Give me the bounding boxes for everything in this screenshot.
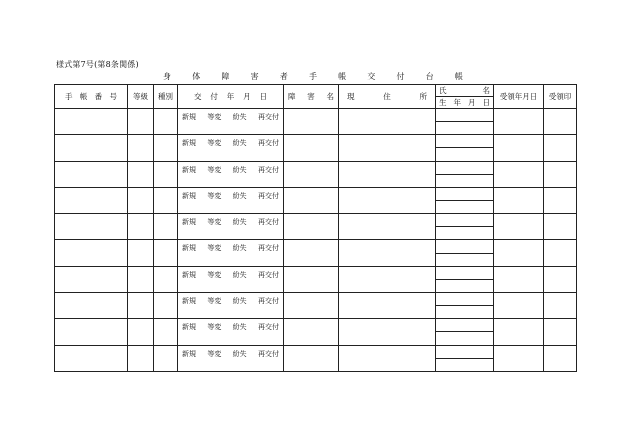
issue-reason-option: 再交付 bbox=[257, 165, 279, 174]
title-char: 害 bbox=[250, 72, 259, 81]
address-cell[interactable] bbox=[339, 109, 436, 135]
issue-reason-option: 等変 bbox=[207, 191, 222, 200]
issue-reason-option: 新規 bbox=[182, 244, 196, 253]
issue-reason-option: 再交付 bbox=[257, 218, 279, 227]
header-grade: 等級 bbox=[128, 85, 154, 109]
issue-reason-options bbox=[178, 346, 283, 359]
name-cell[interactable] bbox=[436, 109, 494, 122]
dob-cell[interactable] bbox=[436, 306, 494, 319]
receipt-seal-cell[interactable] bbox=[544, 161, 577, 187]
dob-cell[interactable] bbox=[436, 174, 494, 187]
grade-cell[interactable] bbox=[128, 266, 154, 292]
issue-reason-options bbox=[178, 267, 283, 280]
address-cell[interactable] bbox=[339, 345, 436, 371]
type-cell[interactable] bbox=[154, 319, 178, 345]
notebook-no-cell[interactable] bbox=[55, 109, 128, 135]
issue-reason-option: 等変 bbox=[207, 165, 222, 174]
title-char: 帳 bbox=[454, 72, 463, 81]
name-cell[interactable] bbox=[436, 135, 494, 148]
receipt-date-cell[interactable] bbox=[494, 292, 544, 318]
issue-reason-option: 再交付 bbox=[257, 244, 279, 253]
issue-reason-option: 紛失 bbox=[232, 323, 247, 332]
address-cell[interactable] bbox=[339, 187, 436, 213]
issue-reason-option: 新規 bbox=[182, 191, 196, 200]
issue-reason-option: 新規 bbox=[182, 218, 196, 227]
type-cell[interactable] bbox=[154, 135, 178, 161]
title-char: 者 bbox=[279, 72, 288, 81]
receipt-date-cell[interactable] bbox=[494, 187, 544, 213]
issue-reason-option: 新規 bbox=[182, 113, 196, 121]
title-char: 手 bbox=[308, 72, 317, 81]
table-row bbox=[55, 240, 577, 253]
form-label: 様式第7号(第8条関係) bbox=[56, 60, 139, 69]
issue-reason-cell[interactable] bbox=[178, 187, 284, 213]
receipt-date-cell[interactable] bbox=[494, 240, 544, 266]
grade-cell[interactable] bbox=[128, 319, 154, 345]
title-char: 体 bbox=[192, 72, 201, 81]
issue-reason-cell[interactable] bbox=[178, 214, 284, 240]
header-receipt-date: 受領年月日 bbox=[494, 85, 544, 109]
issue-reason-option: 紛失 bbox=[232, 218, 247, 227]
issue-reason-option: 再交付 bbox=[257, 349, 279, 358]
notebook-no-cell[interactable] bbox=[55, 319, 128, 345]
address-cell[interactable] bbox=[339, 214, 436, 240]
receipt-date-cell[interactable] bbox=[494, 135, 544, 161]
disability-cell[interactable] bbox=[284, 135, 339, 161]
header-dob: 生 年 月 日 bbox=[436, 97, 494, 109]
notebook-no-cell[interactable] bbox=[55, 214, 128, 240]
name-cell[interactable] bbox=[436, 240, 494, 253]
name-cell[interactable] bbox=[436, 345, 494, 358]
grade-cell[interactable] bbox=[128, 292, 154, 318]
notebook-no-cell[interactable] bbox=[55, 292, 128, 318]
issue-reason-options bbox=[178, 240, 283, 253]
issue-reason-option: 紛失 bbox=[232, 244, 247, 253]
name-cell[interactable] bbox=[436, 161, 494, 174]
disability-cell[interactable] bbox=[284, 266, 339, 292]
issue-reason-option: 新規 bbox=[182, 349, 196, 358]
issue-reason-cell[interactable] bbox=[178, 135, 284, 161]
disability-cell[interactable] bbox=[284, 292, 339, 318]
receipt-seal-cell[interactable] bbox=[544, 345, 577, 371]
issue-reason-option: 紛失 bbox=[232, 296, 247, 305]
issue-reason-option: 等変 bbox=[207, 139, 222, 148]
issue-reason-option: 再交付 bbox=[257, 323, 279, 332]
table-row bbox=[55, 319, 577, 332]
type-cell[interactable] bbox=[154, 109, 178, 135]
receipt-seal-cell[interactable] bbox=[544, 292, 577, 318]
title-char: 障 bbox=[221, 72, 230, 81]
disability-cell[interactable] bbox=[284, 240, 339, 266]
notebook-no-cell[interactable] bbox=[55, 345, 128, 371]
table-row bbox=[55, 109, 577, 122]
header-notebook-no: 手 帳 番 号 bbox=[55, 85, 128, 109]
issue-reason-option: 再交付 bbox=[257, 270, 279, 279]
type-cell[interactable] bbox=[154, 187, 178, 213]
issue-reason-option: 再交付 bbox=[257, 191, 279, 200]
notebook-no-cell[interactable] bbox=[55, 266, 128, 292]
name-cell[interactable] bbox=[436, 319, 494, 332]
address-cell[interactable] bbox=[339, 266, 436, 292]
table-row bbox=[55, 187, 577, 200]
type-cell[interactable] bbox=[154, 266, 178, 292]
notebook-no-cell[interactable] bbox=[55, 240, 128, 266]
type-cell[interactable] bbox=[154, 214, 178, 240]
disability-cell[interactable] bbox=[284, 345, 339, 371]
receipt-date-cell[interactable] bbox=[494, 214, 544, 240]
grade-cell[interactable] bbox=[128, 214, 154, 240]
name-cell[interactable] bbox=[436, 187, 494, 200]
issue-reason-option: 等変 bbox=[207, 113, 222, 121]
issue-reason-cell[interactable] bbox=[178, 319, 284, 345]
issue-reason-option: 紛失 bbox=[232, 165, 247, 174]
grade-cell[interactable] bbox=[128, 240, 154, 266]
dob-cell[interactable] bbox=[436, 332, 494, 345]
title-char: 付 bbox=[396, 72, 405, 81]
header-name: 氏 名 bbox=[436, 85, 494, 97]
issue-reason-option: 再交付 bbox=[257, 139, 279, 148]
table-row bbox=[55, 161, 577, 174]
issue-reason-options bbox=[178, 293, 283, 306]
issue-reason-option: 等変 bbox=[207, 296, 222, 305]
grade-cell[interactable] bbox=[128, 345, 154, 371]
issue-reason-option: 再交付 bbox=[257, 113, 279, 121]
issue-reason-option: 等変 bbox=[207, 270, 222, 279]
receipt-seal-cell[interactable] bbox=[544, 240, 577, 266]
address-cell[interactable] bbox=[339, 161, 436, 187]
form-title bbox=[163, 71, 463, 82]
issue-reason-option: 新規 bbox=[182, 270, 196, 279]
header-type: 種別 bbox=[154, 85, 178, 109]
issue-reason-option: 等変 bbox=[207, 323, 222, 332]
receipt-date-cell[interactable] bbox=[494, 109, 544, 135]
notebook-no-cell[interactable] bbox=[55, 161, 128, 187]
issue-reason-option: 紛失 bbox=[232, 191, 247, 200]
dob-cell[interactable] bbox=[436, 279, 494, 292]
title-char: 身 bbox=[163, 72, 171, 81]
disability-cell[interactable] bbox=[284, 319, 339, 345]
grade-cell[interactable] bbox=[128, 109, 154, 135]
disability-cell[interactable] bbox=[284, 109, 339, 135]
receipt-date-cell[interactable] bbox=[494, 319, 544, 345]
receipt-seal-cell[interactable] bbox=[544, 135, 577, 161]
issue-reason-option: 紛失 bbox=[232, 113, 247, 121]
issue-reason-option: 再交付 bbox=[257, 296, 279, 305]
issue-reason-options bbox=[178, 135, 283, 148]
issue-reason-option: 等変 bbox=[207, 349, 222, 358]
notebook-no-cell[interactable] bbox=[55, 135, 128, 161]
receipt-seal-cell[interactable] bbox=[544, 214, 577, 240]
issue-reason-cell[interactable] bbox=[178, 109, 284, 135]
receipt-seal-cell[interactable] bbox=[544, 187, 577, 213]
header-address: 現 住 所 bbox=[339, 85, 436, 109]
notebook-no-cell[interactable] bbox=[55, 187, 128, 213]
issue-reason-options bbox=[178, 162, 283, 175]
issue-reason-option: 新規 bbox=[182, 296, 196, 305]
issue-reason-cell[interactable] bbox=[178, 345, 284, 371]
address-cell[interactable] bbox=[339, 292, 436, 318]
grade-cell[interactable] bbox=[128, 187, 154, 213]
title-char: 台 bbox=[425, 72, 434, 81]
table-row bbox=[55, 135, 577, 148]
receipt-date-cell[interactable] bbox=[494, 161, 544, 187]
grade-cell[interactable] bbox=[128, 161, 154, 187]
receipt-date-cell[interactable] bbox=[494, 266, 544, 292]
issue-reason-option: 等変 bbox=[207, 218, 222, 227]
issue-reason-option: 新規 bbox=[182, 323, 196, 332]
header-disability: 障 害 名 bbox=[284, 85, 339, 109]
receipt-seal-cell[interactable] bbox=[544, 319, 577, 345]
issue-reason-options bbox=[178, 109, 283, 122]
type-cell[interactable] bbox=[154, 292, 178, 318]
issue-reason-option: 新規 bbox=[182, 165, 196, 174]
type-cell[interactable] bbox=[154, 345, 178, 371]
issue-reason-option: 等変 bbox=[207, 244, 222, 253]
name-cell[interactable] bbox=[436, 292, 494, 305]
header-issue-date: 交 付 年 月 日 bbox=[178, 85, 284, 109]
issue-reason-option: 新規 bbox=[182, 139, 196, 148]
address-cell[interactable] bbox=[339, 135, 436, 161]
issue-reason-option: 紛失 bbox=[232, 139, 247, 148]
issue-reason-options bbox=[178, 214, 283, 227]
receipt-date-cell[interactable] bbox=[494, 345, 544, 371]
issue-reason-option: 紛失 bbox=[232, 270, 247, 279]
receipt-seal-cell[interactable] bbox=[544, 266, 577, 292]
name-cell[interactable] bbox=[436, 214, 494, 227]
disability-cell[interactable] bbox=[284, 161, 339, 187]
issue-reason-option: 紛失 bbox=[232, 349, 247, 358]
issue-reason-options bbox=[178, 188, 283, 201]
type-cell[interactable] bbox=[154, 240, 178, 266]
type-cell[interactable] bbox=[154, 161, 178, 187]
table-row bbox=[55, 266, 577, 279]
dob-cell[interactable] bbox=[436, 253, 494, 266]
table-row bbox=[55, 292, 577, 305]
table-row bbox=[55, 345, 577, 358]
address-cell[interactable] bbox=[339, 240, 436, 266]
table-row bbox=[55, 214, 577, 227]
ledger-table bbox=[54, 84, 577, 372]
dob-cell[interactable] bbox=[436, 227, 494, 240]
title-char: 交 bbox=[367, 72, 376, 81]
issue-reason-cell[interactable] bbox=[178, 266, 284, 292]
issue-reason-cell[interactable] bbox=[178, 240, 284, 266]
header-receipt-seal: 受領印 bbox=[544, 85, 577, 109]
title-char: 帳 bbox=[338, 72, 347, 81]
issue-reason-options bbox=[178, 319, 283, 332]
disability-cell[interactable] bbox=[284, 187, 339, 213]
receipt-seal-cell[interactable] bbox=[544, 109, 577, 135]
issue-reason-cell[interactable] bbox=[178, 292, 284, 318]
dob-cell[interactable] bbox=[436, 200, 494, 213]
disability-cell[interactable] bbox=[284, 214, 339, 240]
dob-cell[interactable] bbox=[436, 122, 494, 135]
issue-reason-cell[interactable] bbox=[178, 161, 284, 187]
address-cell[interactable] bbox=[339, 319, 436, 345]
grade-cell[interactable] bbox=[128, 135, 154, 161]
dob-cell[interactable] bbox=[436, 148, 494, 161]
name-cell[interactable] bbox=[436, 266, 494, 279]
dob-cell[interactable] bbox=[436, 358, 494, 371]
